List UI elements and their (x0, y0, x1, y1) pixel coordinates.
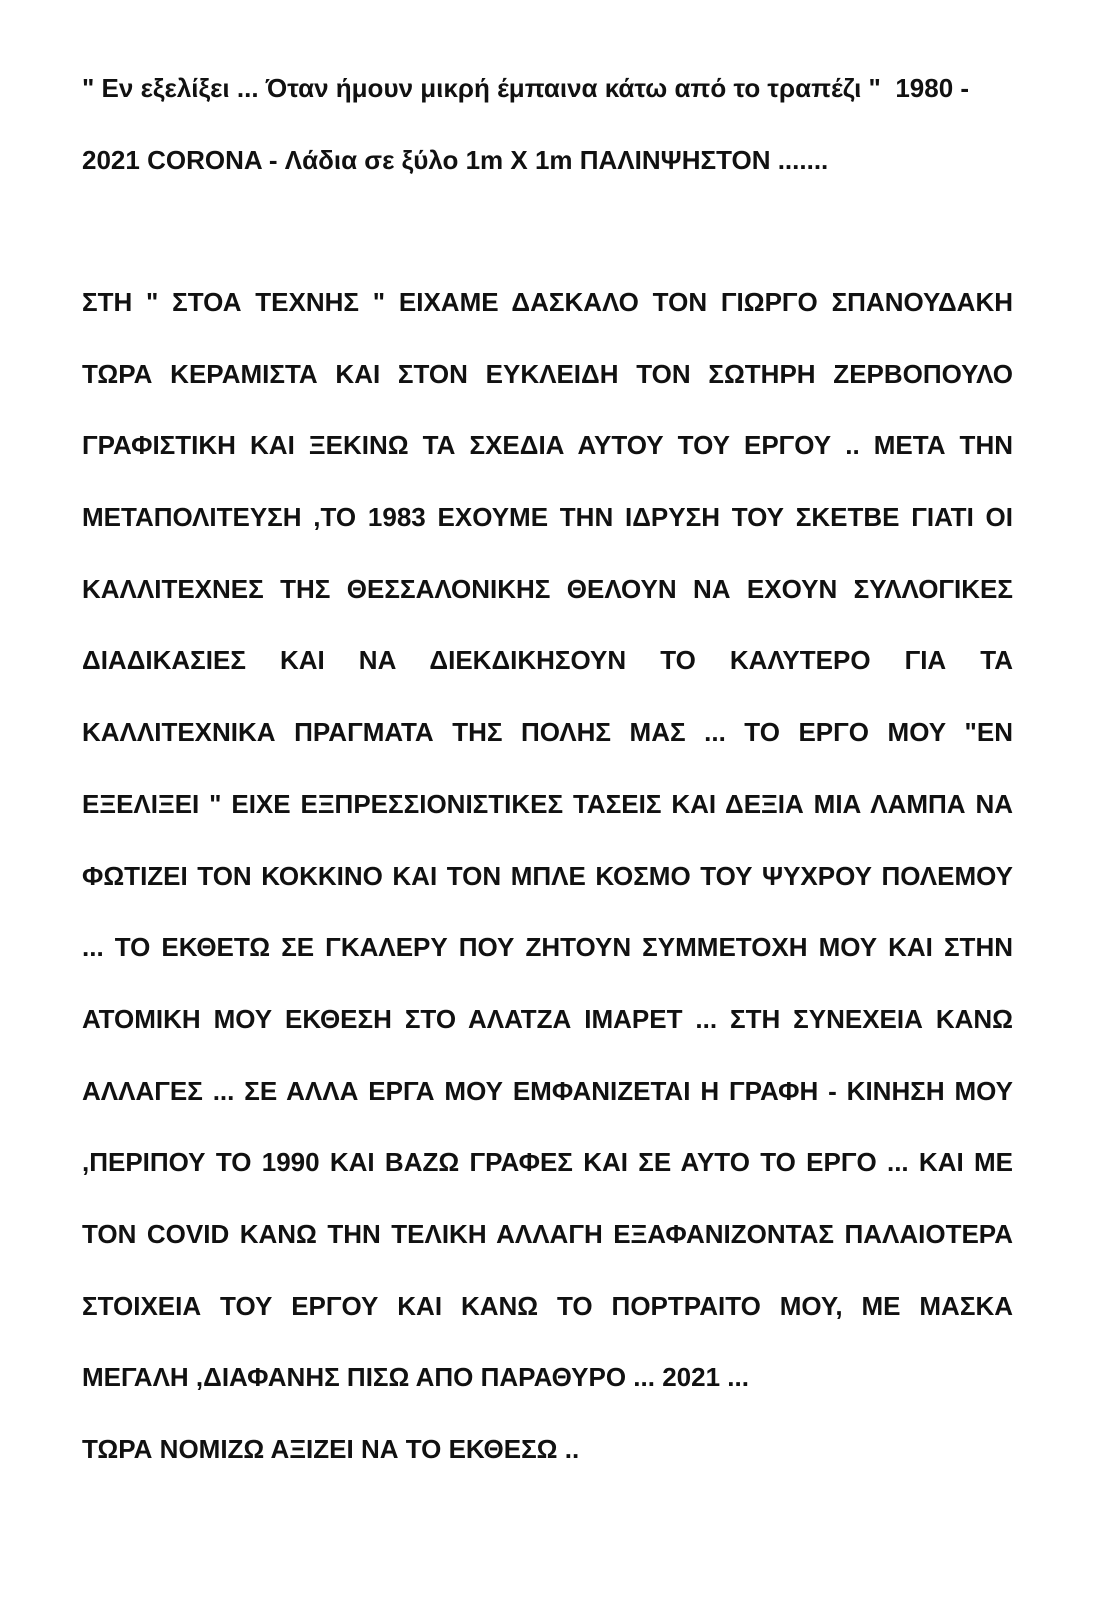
body-line: ... ΤΟ ΕΚΘΕΤΩ ΣΕ ΓΚΑΛΕΡΥ ΠΟΥ ΖΗΤΟΥΝ ΣΥΜΜΕΤΟΧΗ ΜΟΥ ΚΑΙ ΣΤΗΝ (82, 932, 1013, 963)
body-line: ΑΛΛΑΓΕΣ ... ΣΕ ΑΛΛΑ ΕΡΓΑ ΜΟΥ ΕΜΦΑΝΙΖΕΤΑΙ Η ΓΡΑΦΗ - ΚΙΝΗΣΗ ΜΟΥ (82, 1075, 1013, 1106)
body-line: ΤΟΝ COVID ΚΑΝΩ ΤΗΝ ΤΕΛΙΚΗ ΑΛΛΑΓΗ ΕΞΑΦΑΝΙΖΟΝΤΑΣ ΠΑΛΑΙΟΤΕΡΑ (82, 1218, 1013, 1249)
body-line: ΜΕΤΑΠΟΛΙΤΕΥΣΗ ,ΤΟ 1983 ΕΧΟΥΜΕ ΤΗΝ ΙΔΡΥΣΗ ΤΟΥ ΣΚΕΤΒΕ ΓΙΑΤΙ ΟΙ (82, 502, 1013, 533)
body-line: ΓΡΑΦΙΣΤΙΚΗ ΚΑΙ ΞΕΚΙΝΩ ΤΑ ΣΧΕΔΙΑ ΑΥΤΟΥ ΤΟΥ ΕΡΓΟΥ .. ΜΕΤΑ ΤΗΝ (82, 430, 1013, 461)
body-line: ΕΞΕΛΙΞΕΙ " ΕΙΧΕ ΕΞΠΡΕΣΣΙΟΝΙΣΤΙΚΕΣ ΤΑΣΕΙΣ ΚΑΙ ΔΕΞΙΑ ΜΙΑ ΛΑΜΠΑ ΝΑ (82, 788, 1013, 819)
title-line: 2021 CORONA - Λάδια σε ξύλο 1m X 1m ΠΑΛΙΝΨΗΣΤΟΝ ....... (82, 145, 829, 175)
body-line: ΚΑΛΛΙΤΕΧΝΕΣ ΤΗΣ ΘΕΣΣΑΛΟΝΙΚΗΣ ΘΕΛΟΥΝ ΝΑ ΕΧΟΥΝ ΣΥΛΛΟΓΙΚΕΣ (82, 573, 1013, 604)
body-line: ΣΤΟΙΧΕΙΑ ΤΟΥ ΕΡΓΟΥ ΚΑΙ ΚΑΝΩ ΤΟ ΠΟΡΤΡΑΙΤΟ ΜΟΥ, ΜΕ ΜΑΣΚΑ (82, 1290, 1013, 1321)
body-line: ,ΠΕΡΙΠΟΥ ΤΟ 1990 ΚΑΙ ΒΑΖΩ ΓΡΑΦΕΣ ΚΑΙ ΣΕ ΑΥΤΟ ΤΟ ΕΡΓΟ ... ΚΑΙ ΜΕ (82, 1147, 1013, 1178)
body-line: ΜΕΓΑΛΗ ,ΔΙΑΦΑΝΗΣ ΠΙΣΩ ΑΠΟ ΠΑΡΑΘΥΡΟ ... 2021 ... (82, 1362, 749, 1393)
document-body (82, 267, 1013, 1486)
document-title (82, 52, 1013, 196)
body-line: ΔΙΑΔΙΚΑΣΙΕΣ ΚΑΙ ΝΑ ΔΙΕΚΔΙΚΗΣΟΥΝ ΤΟ ΚΑΛΥΤΕΡΟ ΓΙΑ ΤΑ (82, 645, 1013, 676)
closing-line: ΤΩΡΑ ΝΟΜΙΖΩ ΑΞΙΖΕΙ ΝΑ ΤΟ ΕΚΘΕΣΩ .. (82, 1434, 580, 1464)
body-line: ΤΩΡΑ ΚΕΡΑΜΙΣΤΑ ΚΑΙ ΣΤΟΝ ΕΥΚΛΕΙΔΗ ΤΟΝ ΣΩΤΗΡΗ ΖΕΡΒΟΠΟΥΛΟ (82, 358, 1013, 389)
title-line: " Εν εξελίξει ... Όταν ήμουν μικρή έμπαινα κάτω από το τραπέζι " 1980 - (82, 73, 970, 103)
body-line: ΦΩΤΙΖΕΙ ΤΟΝ ΚΟΚΚΙΝΟ ΚΑΙ ΤΟΝ ΜΠΛΕ ΚΟΣΜΟ ΤΟΥ ΨΥΧΡΟΥ ΠΟΛΕΜΟΥ (82, 860, 1013, 891)
body-line: ΑΤΟΜΙΚΗ ΜΟΥ ΕΚΘΕΣΗ ΣΤΟ ΑΛΑΤΖΑ ΙΜΑΡΕΤ ... ΣΤΗ ΣΥΝΕΧΕΙΑ ΚΑΝΩ (82, 1003, 1013, 1034)
body-line: ΣΤΗ " ΣΤΟΑ ΤΕΧΝΗΣ " ΕΙΧΑΜΕ ΔΑΣΚΑΛΟ ΤΟΝ ΓΙΩΡΓΟ ΣΠΑΝΟΥΔΑΚΗ (82, 287, 1013, 317)
body-line: ΚΑΛΛΙΤΕΧΝΙΚΑ ΠΡΑΓΜΑΤΑ ΤΗΣ ΠΟΛΗΣ ΜΑΣ ... ΤΟ ΕΡΓΟ ΜΟΥ "ΕΝ (82, 717, 1013, 748)
